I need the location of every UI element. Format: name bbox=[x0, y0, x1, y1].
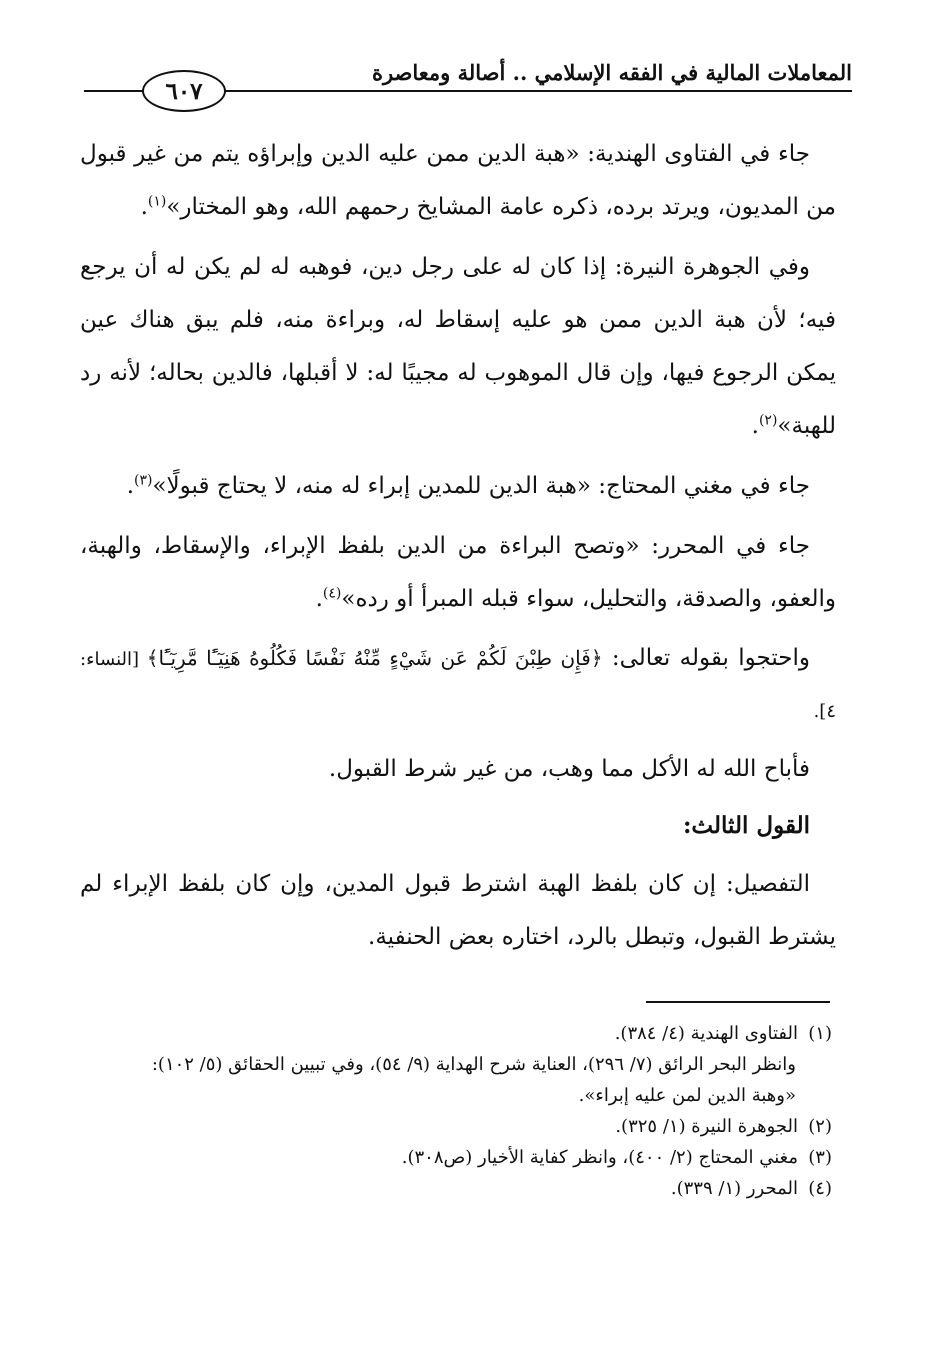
footnote-number: (٤) bbox=[808, 1178, 832, 1199]
footnote-1 bbox=[80, 1018, 832, 1049]
footnote-3 bbox=[80, 1142, 832, 1173]
paragraph-end: . bbox=[140, 194, 148, 220]
section-heading-third-opinion: القول الثالث: bbox=[682, 812, 810, 839]
footnote-1-quote bbox=[80, 1080, 832, 1111]
footnote-ref-4[interactable]: (٤) bbox=[322, 585, 342, 602]
footnote-number: (١) bbox=[808, 1023, 832, 1044]
footnote-text: وانظر البحر الرائق (٧/ ٢٩٦)، العناية شرح الهداية (٩/ ٥٤)، وفي تبيين الحقائق (٥/ ١٠٢): bbox=[151, 1054, 796, 1075]
paragraph-text: جاء في المحرر: «وتصح البراءة من الدين بلفظ الإبراء، والإسقاط، والهبة، والعفو، والصدقة، والتحليل، سواء قبله المبرأ أو رده» bbox=[80, 533, 836, 612]
footnote-ref-2[interactable]: (٢) bbox=[758, 412, 778, 429]
paragraph-muharrar bbox=[80, 520, 836, 626]
footnote-2 bbox=[80, 1111, 832, 1142]
footnote-text: مغني المحتاج (٢/ ٤٠٠)، وانظر كفاية الأخيار (ص٣٠٨). bbox=[401, 1147, 798, 1168]
page-number: ٦٠٧ bbox=[142, 70, 226, 112]
paragraph-verse-evidence bbox=[80, 633, 836, 737]
footnote-4 bbox=[80, 1173, 832, 1204]
paragraph-text: جاء في الفتاوى الهندية: «هبة الدين ممن عليه الدين وإبراؤه يتم من غير قبول من المديون، ويرتد برده، ذكره عامة المشايخ رحمهم الله، وهو المختار» bbox=[80, 141, 836, 220]
footnote-ref-1[interactable]: (١) bbox=[147, 193, 167, 210]
paragraph-mughni-muhtaj bbox=[80, 460, 836, 513]
paragraph-after-verse: فأباح الله له الأكل مما وهب، من غير شرط القبول. bbox=[328, 756, 810, 782]
surah-reference: [النساء: ٤]. bbox=[80, 649, 836, 722]
footnote-text: الجوهرة النيرة (١/ ٣٢٥). bbox=[615, 1116, 798, 1137]
footnote-ref-3[interactable]: (٣) bbox=[134, 472, 153, 489]
footnote-text: المحرر (١/ ٣٣٩). bbox=[670, 1178, 798, 1199]
verse-intro: واحتجوا بقوله تعالى: bbox=[602, 645, 811, 671]
main-text bbox=[80, 128, 836, 971]
footnote-number: (٢) bbox=[808, 1116, 832, 1137]
footnote-1-continuation bbox=[80, 1049, 832, 1080]
paragraph-third-opinion: التفصيل: إن كان بلفظ الهبة اشترط قبول المدين، وإن كان بلفظ الإبراء لم يشترط القبول، وتبطل بالرد، اختاره بعض الحنفية. bbox=[80, 871, 836, 950]
paragraph-text: جاء في مغني المحتاج: «هبة الدين للمدين إبراء له منه، لا يحتاج قبولًا» bbox=[152, 473, 810, 499]
book-title: المعاملات المالية في الفقه الإسلامي .. أصالة ومعاصرة bbox=[371, 60, 852, 85]
paragraph-jawhara-nayyira bbox=[80, 241, 836, 453]
footnote-separator bbox=[646, 1001, 830, 1003]
footnote-text: «وهبة الدين لمن عليه إبراء». bbox=[578, 1085, 796, 1106]
quran-verse: ﴿فَإِن طِبْنَ لَكُمْ عَن شَيْءٍ مِّنْهُ نَفْسًا فَكُلُوهُ هَنِيٓـًٔا مَّرِيٓـًٔا﴾ bbox=[146, 646, 603, 670]
paragraph-end: . bbox=[751, 413, 759, 439]
paragraph-fatawa-hindiya bbox=[80, 128, 836, 234]
paragraph-end: . bbox=[126, 473, 135, 499]
paragraph-end: . bbox=[315, 586, 323, 612]
footnotes bbox=[80, 1018, 832, 1204]
footnote-number: (٣) bbox=[808, 1147, 832, 1168]
page-header bbox=[84, 58, 852, 105]
footnote-text: الفتاوى الهندية (٤/ ٣٨٤). bbox=[614, 1023, 798, 1044]
paragraph-text: وفي الجوهرة النيرة: إذا كان له على رجل دين، فوهبه له لم يكن له أن يرجع فيه؛ لأن هبة الدين ممن هو عليه إسقاط له، وبراءة منه، فلم يبق هناك عين يمكن الرجوع فيها، وإن قال الموهوب له مجيبًا له: لا أقبلها، فالدين بحاله؛ لأنه رد للهبة» bbox=[80, 254, 836, 439]
